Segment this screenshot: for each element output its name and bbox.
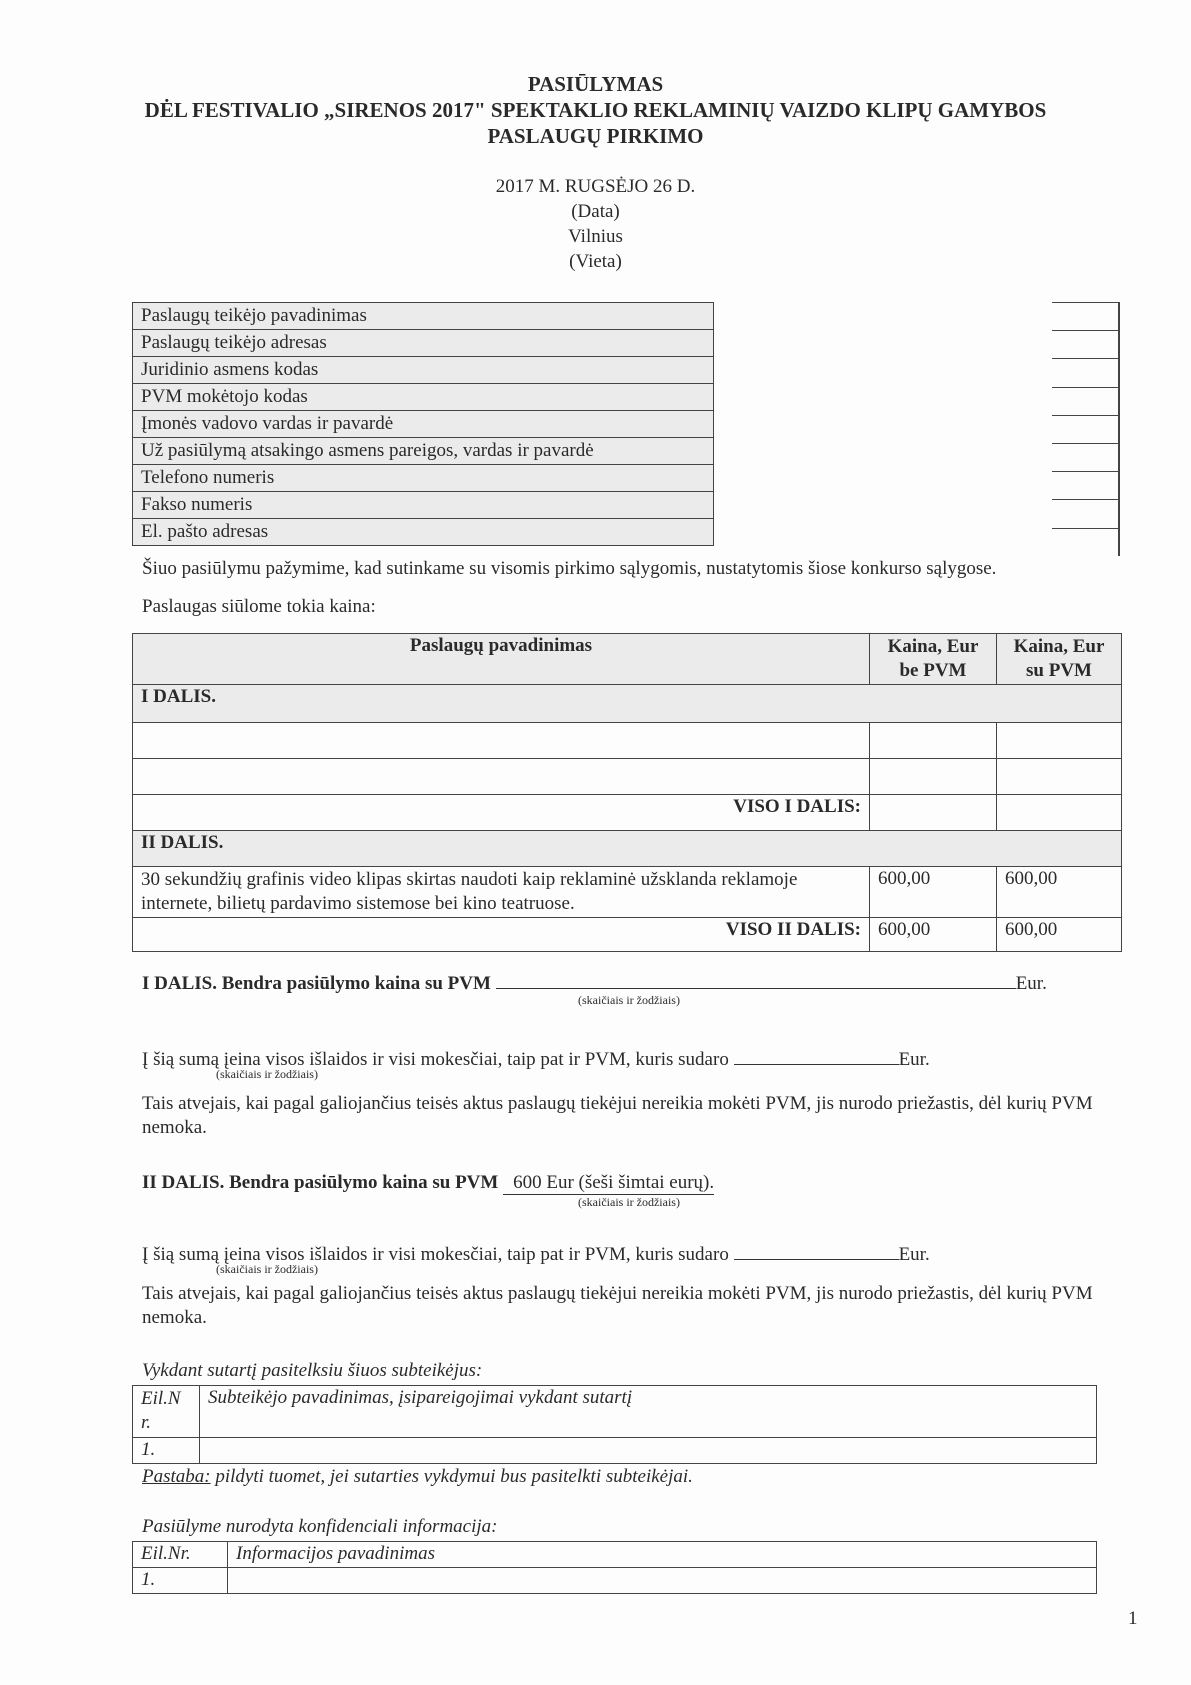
hint: (skaičiais ir žodžiais)	[578, 993, 680, 1007]
vat-note-1: Tais atvejais, kai pagal galiojančius teisės aktus paslaugų tiekėjui nereikia mokėti PVM, jis nurodo priežastis, dėl kurių PVM nemoka.	[142, 1093, 1093, 1138]
info-value-line[interactable]	[1052, 499, 1118, 500]
part1-total-line	[142, 970, 1122, 995]
eur-label: Eur.	[1015, 973, 1047, 994]
row-no: 1.	[133, 1438, 200, 1464]
part2-total-label: VISO II DALIS:	[133, 918, 870, 952]
title-line2: DĖL FESTIVALIO „SIRENOS 2017" SPEKTAKLIO REKLAMINIŲ VAIZDO KLIPŲ GAMYBOS	[144, 98, 1047, 122]
includes-text: Į šią sumą įeina visos išlaidos ir visi mokesčiai, taip pat ir PVM, kuris sudaro	[142, 1049, 729, 1070]
price-intro: Paslaugas siūlome tokia kaina:	[142, 596, 376, 617]
header-info-name: Informacijos pavadinimas	[228, 1542, 1097, 1568]
part2-item-name: 30 sekundžių grafinis video klipas skirtas naudoti kaip reklaminė užsklanda reklamoje internete, bilietų pardavimo sistemose bei kino teatruose.	[133, 867, 870, 918]
note	[142, 1466, 693, 1488]
part1-vat-field[interactable]	[734, 1046, 899, 1065]
place-label: (Vieta)	[569, 251, 622, 272]
title-line1: PASIŪLYMAS	[527, 72, 664, 96]
header-price-with-vat: Kaina, Eur su PVM	[997, 634, 1122, 685]
date: 2017 M. RUGSĖJO 26 D.	[495, 176, 696, 197]
page-number: 1	[1128, 1608, 1138, 1629]
part1-item-cell[interactable]	[133, 723, 870, 759]
note-label: Pastaba:	[142, 1466, 211, 1487]
subcontractor-cell[interactable]	[200, 1438, 1097, 1464]
supplier-info-table	[132, 302, 714, 546]
vat-note-2: Tais atvejais, kai pagal galiojančius teisės aktus paslaugų tiekėjui nereikia mokėti PVM, jis nurodo priežastis, dėl kurių PVM nemoka.	[142, 1283, 1093, 1328]
agreement-text: Šiuo pasiūlymu pažymime, kad sutinkame su visomis pirkimo sąlygomis, nustatytomis šiose konkurso sąlygose.	[142, 558, 997, 579]
confidential-title: Pasiūlyme nurodyta konfidenciali informacija:	[142, 1516, 498, 1537]
part1-total-field[interactable]	[496, 970, 1016, 989]
part1-price1-cell[interactable]	[870, 759, 997, 795]
part2-total-line	[142, 1172, 714, 1195]
info-row-label: Juridinio asmens kodas	[133, 357, 714, 384]
info-row-label: PVM mokėtojo kodas	[133, 384, 714, 411]
part1-total-label: VISO I DALIS:	[133, 795, 870, 831]
title-line3: PASLAUGŲ PIRKIMO	[487, 124, 704, 148]
info-row-label: Už pasiūlymą atsakingo asmens pareigos, vardas ir pavardė	[133, 438, 714, 465]
info-row-label: El. pašto adresas	[133, 519, 714, 546]
part1-total-price2[interactable]	[997, 795, 1122, 831]
info-row-label: Paslaugų teikėjo adresas	[133, 330, 714, 357]
info-value-line[interactable]	[1052, 415, 1118, 416]
part2-total-label: II DALIS. Bendra pasiūlymo kaina su PVM	[142, 1172, 499, 1193]
info-value-line[interactable]	[1052, 443, 1118, 444]
header-subcontractor: Subteikėjo pavadinimas, įsipareigojimai vykdant sutartį	[200, 1386, 1097, 1438]
includes-text: Į šią sumą įeina visos išlaidos ir visi mokesčiai, taip pat ir PVM, kuris sudaro	[142, 1244, 729, 1265]
part1-total-label: I DALIS. Bendra pasiūlymo kaina su PVM	[142, 973, 491, 994]
part1-item-cell[interactable]	[133, 759, 870, 795]
part1-price1-cell[interactable]	[870, 723, 997, 759]
eur-label: Eur.	[898, 1049, 930, 1070]
info-value-line[interactable]	[1052, 330, 1118, 331]
part2-total-price2: 600,00	[997, 918, 1122, 952]
part2-item-price1: 600,00	[870, 867, 997, 918]
info-value-line[interactable]	[1052, 302, 1118, 303]
part1-price2-cell[interactable]	[997, 759, 1122, 795]
part1-label: I DALIS.	[133, 685, 1122, 723]
place: Vilnius	[568, 226, 623, 247]
part2-total-price1: 600,00	[870, 918, 997, 952]
info-value-line[interactable]	[1052, 471, 1118, 472]
part2-total-value: 600 Eur (šeši šimtai eurų).	[503, 1172, 714, 1195]
date-label: (Data)	[571, 201, 620, 222]
part2-vat-field[interactable]	[734, 1241, 899, 1260]
note-text: pildyti tuomet, jei sutarties vykdymui bus pasitelkti subteikėjai.	[210, 1466, 693, 1487]
part1-price2-cell[interactable]	[997, 723, 1122, 759]
subcontractors-title: Vykdant sutartį pasitelksiu šiuos subteikėjus:	[142, 1360, 483, 1381]
info-value-line[interactable]	[1052, 387, 1118, 388]
confidential-table	[132, 1541, 1097, 1594]
header-service-name: Paslaugų pavadinimas	[133, 634, 870, 685]
header-price-without-vat: Kaina, Eur be PVM	[870, 634, 997, 685]
row-no: 1.	[133, 1568, 228, 1594]
part2-item-price2: 600,00	[997, 867, 1122, 918]
info-cell[interactable]	[228, 1568, 1097, 1594]
info-row-label: Telefono numeris	[133, 465, 714, 492]
hint: (skaičiais ir žodžiais)	[216, 1262, 318, 1276]
eur-label: Eur.	[898, 1244, 930, 1265]
hint: (skaičiais ir žodžiais)	[216, 1067, 318, 1081]
header-no: Eil.Nr.	[133, 1542, 228, 1568]
hint: (skaičiais ir žodžiais)	[578, 1195, 680, 1209]
info-row-label: Paslaugų teikėjo pavadinimas	[133, 303, 714, 330]
part2-label: II DALIS.	[133, 831, 1122, 867]
info-row-label: Fakso numeris	[133, 492, 714, 519]
info-value-line[interactable]	[1052, 528, 1118, 529]
supplier-info-values	[1052, 302, 1120, 556]
subcontractors-table	[132, 1385, 1097, 1464]
part1-total-price1[interactable]	[870, 795, 997, 831]
info-row-label: Įmonės vadovo vardas ir pavardė	[133, 411, 714, 438]
price-table	[132, 633, 1122, 952]
info-value-line[interactable]	[1052, 358, 1118, 359]
header-no: Eil.N r.	[133, 1386, 200, 1438]
